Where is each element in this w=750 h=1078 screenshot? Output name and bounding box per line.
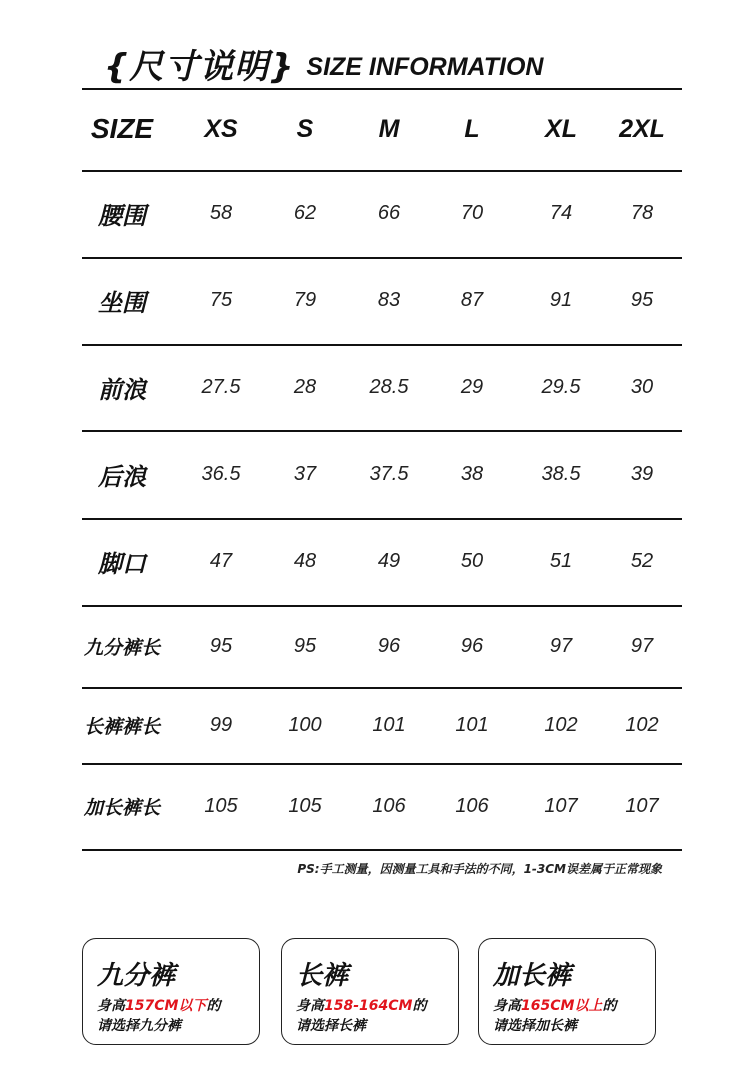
card-height-range: 157CM以下 — [125, 998, 207, 1014]
table-cell: 58 — [209, 202, 233, 224]
card-height-line — [97, 995, 220, 1015]
card-height-line — [493, 995, 616, 1015]
height-card — [82, 938, 260, 1045]
table-cell: 99 — [209, 713, 233, 736]
card-title: 加长裤 — [493, 961, 572, 991]
title-cn: {尺寸说明} — [104, 46, 295, 87]
page-title — [104, 38, 543, 88]
table-cell: 38 — [460, 462, 484, 485]
card-height-prefix: 身高 — [493, 998, 521, 1014]
table-cell: 102 — [625, 713, 659, 736]
table-cell: 91 — [549, 289, 573, 311]
table-cell: 101 — [372, 713, 406, 736]
card-recommendation: 请选择长裤 — [296, 1018, 366, 1034]
row-label: 长裤裤长 — [83, 715, 160, 738]
card-recommendation: 请选择加长裤 — [493, 1018, 577, 1034]
table-cell: 37 — [293, 462, 317, 485]
card-height-suffix: 的 — [206, 998, 221, 1014]
table-cell: 105 — [204, 794, 238, 817]
table-cell: 49 — [377, 550, 401, 572]
table-cell: 95 — [293, 634, 317, 657]
table-divider — [82, 849, 682, 851]
header-size-xl: XL — [545, 114, 577, 143]
table-cell: 101 — [455, 713, 489, 736]
table-cell: 100 — [288, 713, 322, 736]
table-cell: 79 — [293, 289, 317, 311]
table-cell: 29.5 — [541, 375, 581, 398]
table-cell: 95 — [209, 634, 233, 657]
table-cell: 39 — [630, 462, 654, 485]
table-cell: 36.5 — [201, 462, 241, 485]
row-label: 腰围 — [98, 202, 146, 230]
header-size-xs: XS — [204, 114, 238, 143]
card-height-range: 158-164CM — [324, 998, 413, 1014]
card-title: 九分裤 — [97, 961, 176, 991]
row-label: 九分裤长 — [83, 636, 160, 659]
table-cell: 102 — [544, 713, 578, 736]
table-cell: 29 — [460, 375, 484, 398]
card-title: 长裤 — [296, 961, 349, 991]
row-label: 脚口 — [98, 550, 146, 578]
row-label: 后浪 — [98, 462, 146, 491]
header-size-label: SIZE — [90, 113, 154, 144]
table-cell: 105 — [288, 794, 322, 817]
card-recommendation: 请选择九分裤 — [97, 1018, 181, 1034]
table-cell: 48 — [293, 550, 317, 572]
header-size-2xl: 2XL — [619, 114, 665, 143]
table-cell: 52 — [630, 550, 654, 572]
height-card — [281, 938, 459, 1045]
table-cell: 97 — [549, 634, 573, 657]
table-cell: 83 — [377, 289, 401, 311]
header-size-m: M — [378, 114, 400, 143]
card-height-suffix: 的 — [412, 998, 427, 1014]
table-cell: 87 — [460, 289, 484, 311]
card-height-line — [296, 995, 426, 1015]
card-height-suffix: 的 — [602, 998, 617, 1014]
table-cell: 96 — [377, 634, 401, 657]
table-cell: 51 — [549, 550, 573, 572]
table-cell: 30 — [630, 375, 654, 398]
table-cell: 28 — [293, 375, 317, 398]
table-cell: 107 — [625, 794, 659, 817]
table-cell: 27.5 — [201, 375, 241, 398]
table-cell: 66 — [377, 202, 401, 224]
card-height-prefix: 身高 — [296, 998, 324, 1014]
table-cell: 47 — [209, 550, 233, 572]
table-cell: 75 — [209, 289, 233, 311]
table-cell: 50 — [460, 550, 484, 572]
table-cell: 95 — [630, 289, 654, 311]
header-size-s: S — [296, 114, 314, 143]
table-cell: 97 — [630, 634, 654, 657]
table-cell: 106 — [372, 794, 406, 817]
table-cell: 28.5 — [369, 375, 409, 398]
title-en: SIZE INFORMATION — [306, 52, 544, 81]
table-cell: 107 — [544, 794, 578, 817]
table-cell: 78 — [630, 202, 654, 224]
height-card — [478, 938, 656, 1045]
header-size-l: L — [464, 114, 480, 143]
measurement-note: PS:手工测量，因测量工具和手法的不同，1-3CM误差属于正常现象 — [297, 862, 662, 876]
table-cell: 37.5 — [369, 462, 409, 485]
row-label: 前浪 — [98, 375, 146, 404]
table-cell: 62 — [293, 202, 317, 224]
row-label: 坐围 — [98, 289, 146, 317]
table-cell: 74 — [549, 202, 573, 224]
row-label: 加长裤长 — [83, 796, 160, 819]
card-height-range: 165CM以上 — [521, 998, 603, 1014]
table-cell: 96 — [460, 634, 484, 657]
card-height-prefix: 身高 — [97, 998, 125, 1014]
table-cell: 70 — [460, 202, 484, 224]
table-cell: 106 — [455, 794, 489, 817]
table-cell: 38.5 — [541, 462, 581, 485]
